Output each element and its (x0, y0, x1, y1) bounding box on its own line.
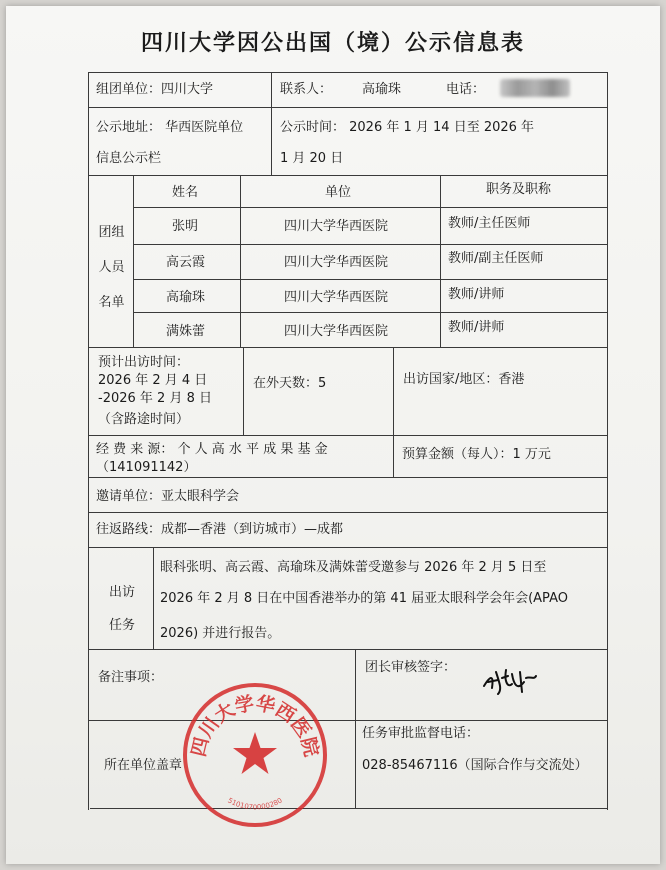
task-side-label-1: 出访 (108, 585, 135, 600)
visit-time-l3: -2026 年 2 月 8 日 (98, 391, 212, 406)
remarks-label: 备注事项： (98, 670, 164, 685)
leader-signature (478, 664, 540, 700)
member-name: 高瑜珠 (166, 290, 206, 305)
phone-redacted (500, 79, 570, 97)
visit-time-l4: （含路途时间） (98, 412, 190, 427)
unit-seal-label: 所在单位盖章 (104, 758, 183, 773)
contact-name: 高瑜珠 (362, 82, 402, 97)
invite-unit: 邀请单位：亚太眼科学会 (96, 489, 240, 504)
funding-source-l1: 经 费 来 源： 个 人 高 水 平 成 果 基 金 (96, 442, 328, 457)
contact-label: 联系人： (280, 82, 333, 97)
member-unit: 四川大学华西医院 (284, 219, 389, 234)
seal-code: 5101070000280 (226, 796, 284, 812)
member-title: 教师/副主任医师 (448, 251, 544, 266)
members-side-label-1: 团组 (98, 225, 125, 240)
header-name: 姓名 (172, 185, 199, 200)
hospital-seal (180, 680, 330, 830)
address-line1: 公示地址： 华西医院单位 (96, 120, 244, 135)
visit-days: 在外天数：5 (253, 376, 327, 391)
visit-time-l1: 预计出访时间： (98, 355, 190, 370)
task-line1: 眼科张明、高云霞、高瑜珠及满姝蕾受邀参与 2026 年 2 月 5 日至 (160, 560, 547, 575)
svg-text:5101070000280 (226, 797, 283, 812)
member-title: 教师/讲师 (448, 287, 505, 302)
member-unit: 四川大学华西医院 (284, 324, 389, 339)
member-name: 高云霞 (166, 255, 206, 270)
task-side-label-2: 任务 (108, 618, 135, 633)
header-unit: 单位 (325, 185, 352, 200)
funding-budget: 预算金额（每人）：1 万元 (402, 447, 551, 462)
task-line2: 2026 年 2 月 8 日在中国香港举办的第 41 届亚太眼科学会年会(APAO (160, 591, 568, 606)
route: 往返路线：成都—香港（到访城市）—成都 (96, 522, 344, 537)
member-unit: 四川大学华西医院 (284, 290, 389, 305)
member-title: 教师/主任医师 (448, 216, 531, 231)
phone-label: 电话： (446, 82, 486, 97)
visit-country: 出访国家/地区：香港 (403, 372, 525, 387)
supervision-label: 任务审批监督电话： (362, 726, 480, 741)
address-line2: 信息公示栏 (96, 151, 162, 166)
supervision-phone: 028-85467116（国际合作与交流处） (362, 758, 588, 773)
member-unit: 四川大学华西医院 (284, 255, 389, 270)
member-title: 教师/讲师 (448, 320, 505, 335)
header-title: 职务及职称 (486, 182, 552, 197)
member-name: 满姝蕾 (166, 324, 206, 339)
publicity-time-line2: 1 月 20 日 (280, 151, 344, 166)
members-side-label-3: 名单 (98, 295, 125, 310)
leader-sign-label: 团长审核签字： (365, 660, 457, 675)
seal-text: 四川大学华西医院 (187, 692, 323, 759)
member-name: 张明 (172, 219, 199, 234)
visit-time-l2: 2026 年 2 月 4 日 (98, 373, 208, 388)
star-icon (233, 732, 277, 774)
publicity-time-line1: 公示时间： 2026 年 1 月 14 日至 2026 年 (280, 120, 535, 135)
page-title: 四川大学因公出国（境）公示信息表 (140, 31, 525, 56)
members-side-label-2: 人员 (98, 260, 125, 275)
org-label: 组团单位：四川大学 (96, 82, 214, 97)
task-line3: 2026) 并进行报告。 (160, 626, 281, 641)
funding-source-l2: （141091142） (96, 460, 197, 475)
